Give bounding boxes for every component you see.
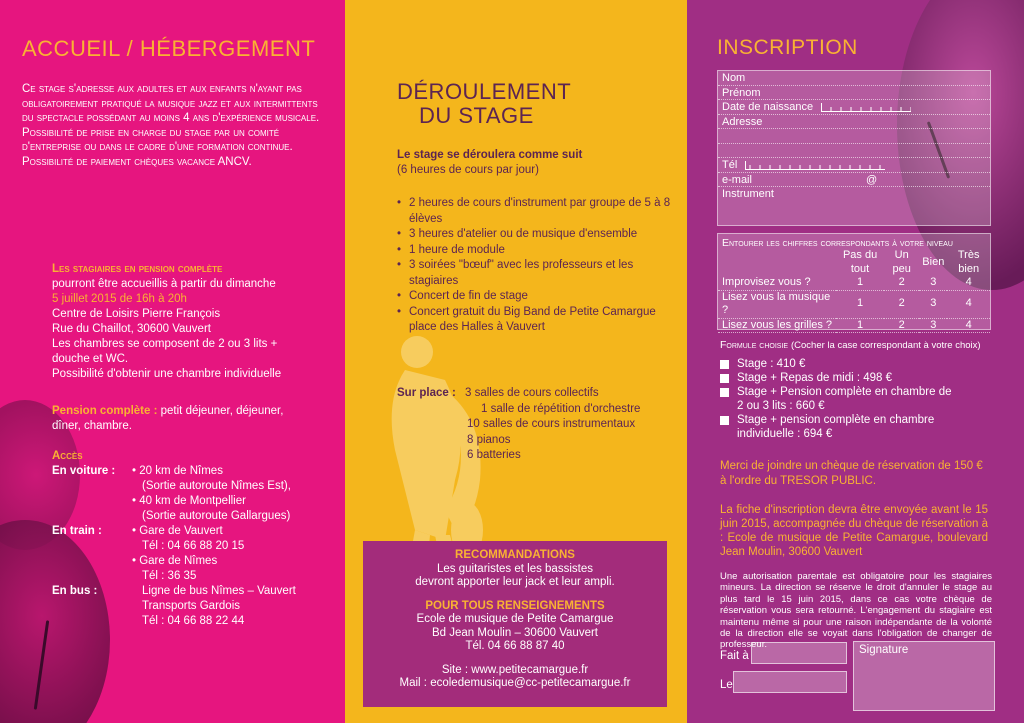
acces-row [52,524,332,539]
inscription-panel [687,0,1024,723]
list-item: • 2 heures de cours d'instrument par groupe de 5 à 8 élèves [397,196,675,227]
le-label: Le [720,679,733,691]
acces-mode [52,479,132,494]
table-row [718,276,990,290]
pension-complete-label: Pension complète : [52,405,158,417]
acces-row [52,464,332,479]
recommandation-line: devront apporter leur jack et leur ampli. [415,576,615,588]
intro-paragraph: Possibilité de paiement chèques vacance ANCV. [22,155,252,168]
option-row[interactable] [720,371,1000,385]
level-choice[interactable]: 2 [884,276,919,290]
acces-detail: • 40 km de Montpellier [132,495,246,507]
tel-field[interactable] [718,158,990,173]
field-label: Adresse [722,115,763,128]
adresse-field[interactable] [718,115,990,130]
acces-detail: (Sortie autoroute Nîmes Est), [142,480,291,492]
acces-mode: En bus : [52,585,98,597]
acces-row [52,479,332,494]
level-choice[interactable]: 1 [836,318,884,333]
acces-row [52,539,332,554]
inscription-form [717,70,991,226]
formule-note: (Cocher la case correspondant à votre choix) [790,340,981,351]
acces-detail: Tél : 36 35 [142,570,197,582]
level-choice[interactable]: 4 [947,318,990,333]
signature-label: Signature [859,644,909,656]
field-label: Nom [722,72,746,84]
pension-text: pourront être accueillis à partir du dimanche [52,278,276,290]
acces-detail: • Gare de Nîmes [132,555,218,567]
nom-field[interactable] [718,71,990,86]
level-choice[interactable]: 3 [919,276,947,290]
row-question: Lisez vous les grilles ? [718,318,836,333]
website-link[interactable]: Site : www.petitecamargue.fr [441,663,589,676]
acces-row [52,569,332,584]
option-label: Stage : 410 € [737,358,806,370]
field-label: Prénom [722,86,761,99]
table-row [718,290,990,318]
acces-mode [52,614,132,629]
pension-complete-text: petit déjeuner, déjeuner, dîner, chambre. [52,405,284,432]
checkbox[interactable] [720,416,729,425]
fait-a-field[interactable] [751,642,847,664]
niveau-table [717,233,991,330]
level-choice[interactable]: 3 [919,290,947,318]
phone-boxes [745,161,885,170]
level-choice[interactable]: 4 [947,290,990,318]
acces-mode: En voiture : [52,465,116,477]
option-row[interactable] [720,385,1000,413]
list-item: • 1 heure de module [397,243,675,259]
recommandations-box [363,541,667,707]
title-line-2: DU STAGE [419,103,534,128]
acces-detail: Tél : 04 66 88 22 44 [142,615,245,627]
list-item: 10 salles de cours instrumentaux [467,418,636,430]
prenom-field[interactable] [718,86,990,101]
inscription-title: INSCRIPTION [717,36,858,59]
field-label: e-mail [722,173,752,186]
option-row[interactable] [720,413,1000,441]
pension-section [52,262,312,382]
formule-title: Formule choisie [720,339,789,351]
accueil-title: ACCUEIL / HÉBERGEMENT [22,36,316,61]
at-sign: @ [866,173,878,186]
deroulement-panel [345,0,687,723]
list-item: • Concert de fin de stage [397,289,675,305]
acces-row [52,584,332,599]
sur-place-label: Sur place : [397,387,456,399]
acces-mode [52,554,132,569]
email-link[interactable]: Mail : ecoledemusique@cc-petitecamargue.fr [399,677,631,689]
acces-detail: Ligne de bus Nîmes – Vauvert [142,585,296,597]
pension-label: Les stagiaires en pension complète [52,263,223,275]
column-header: Un peu [892,249,911,275]
accueil-intro [22,82,332,169]
sur-place-section [397,386,667,464]
acces-title: Accès [52,450,83,462]
formule-heading [720,338,1000,353]
acces-row [52,554,332,569]
acces-row [52,614,332,629]
column-header: Bien [922,255,945,268]
accueil-panel [0,0,345,723]
option-label: Stage + Pension complète en chambre de 2 ou 3 lits : 660 € [737,386,952,412]
level-choice[interactable]: 3 [919,318,947,333]
acces-row [52,599,332,614]
recommandations-title: RECOMMANDATIONS [455,549,575,561]
fiche-note: La fiche d'inscription devra être envoyée avant le 15 juin 2015, accompagnée du chèque de réservation à : Ecole de musique de Petite Camargue, boulevard Jean Moulin, 30600 Vauvert [720,504,988,558]
option-label: Stage + Repas de midi : 498 € [737,372,893,384]
acces-detail: Tél : 04 66 88 20 15 [142,540,245,552]
pension-line: Centre de Loisirs Pierre François [52,308,221,320]
acces-row [52,509,332,524]
level-choice[interactable]: 2 [884,290,919,318]
list-item: 1 salle de répétition d'orchestre [481,402,641,415]
checkbox[interactable] [720,388,729,397]
pension-complete [52,404,312,434]
acces-mode [52,494,132,509]
table-row [718,318,990,333]
intro-paragraph: Possibilité de prise en charge du stage par un comité d'entreprise ou dans le cadre d'une formation continue. [22,126,293,153]
field-label: Date de naissance [722,101,814,113]
column-header: Très bien [957,249,980,275]
row-question: Lisez vous la musique ? [718,290,836,318]
acces-row [52,494,332,509]
deroulement-heading: Le stage se déroulera comme suit [397,149,583,161]
list-item: • Concert gratuit du Big Band de Petite Camargue place des Halles à Vauvert [397,305,675,336]
acces-mode [52,599,132,614]
niveau-heading: Entourer les chiffres correspondants à votre niveau [722,237,953,249]
acces-mode [52,569,132,584]
signature-field[interactable] [853,641,995,711]
list-item: 8 pianos [467,433,511,446]
level-choice[interactable]: 4 [947,276,990,290]
table-header [718,249,990,276]
contact-line: Bd Jean Moulin – 30600 Vauvert [431,626,598,639]
pension-line: Les chambres se composent de 2 ou 3 lits + douche et WC. [52,338,278,365]
adresse-line[interactable] [718,144,990,159]
instrument-field[interactable] [718,187,990,202]
acces-detail: • Gare de Vauvert [132,525,223,537]
field-label: Tél [722,159,738,171]
list-item: • 3 soirées "bœuf" avec les professeurs et les stagiaires [397,258,675,289]
intro-paragraph: Ce stage s'adresse aux adultes et aux enfants n'ayant pas obligatoirement pratiqué la musique jazz et aux intermittents du spectacle possédant au moins 4 ans d'expérience musicale. [22,83,320,124]
acces-section [52,449,332,629]
date-field[interactable] [733,671,847,693]
fait-a-label: Fait à [720,650,749,662]
field-label: Instrument [722,188,774,200]
acces-detail: (Sortie autoroute Gallargues) [142,510,291,522]
acces-detail: • 20 km de Nîmes [132,465,223,477]
column-header: Pas du tout [842,249,878,275]
deroulement-subheading: (6 heures de cours par jour) [397,163,539,176]
acces-mode [52,509,132,524]
contact-line: Ecole de musique de Petite Camargue [416,613,614,625]
checkbox[interactable] [720,360,729,369]
level-choice[interactable]: 2 [884,318,919,333]
level-choice[interactable]: 1 [836,276,884,290]
deroulement-intro [397,148,667,177]
acces-detail: Transports Gardois [142,600,240,612]
birthdate-field[interactable] [718,100,990,115]
pension-line: Possibilité d'obtenir une chambre individuelle [52,368,282,380]
acces-list [52,464,332,629]
deroulement-title [397,80,571,128]
autorisation-note: Une autorisation parentale est obligatoire pour les stagiaires mineurs. La direction se réserve le droit d'annuler le stage au plus tard le 15 juin 2015, dans ce cas votre chèque de réservation vous sera retourné. L'engagement du stagiaire est maintenu même si pour une raison indépendante de la volonté de la direction elle se voyait dans l'obligation de changer de professeur. [720,571,992,651]
adresse-line[interactable] [718,129,990,144]
list-item: 6 batteries [467,449,521,461]
programme-list [397,196,675,336]
list-item: 3 salles de cours collectifs [465,387,599,399]
checkbox[interactable] [720,374,729,383]
date-boxes [821,103,911,112]
pension-date: 5 juillet 2015 de 16h à 20h [52,293,187,305]
option-row[interactable] [720,357,1000,371]
recommandation-line: Les guitaristes et les bassistes [437,562,593,575]
acces-mode: En train : [52,525,102,537]
email-field[interactable] [718,173,990,188]
pension-line: Rue du Chaillot, 30600 Vauvert [52,323,211,335]
title-line-1: DÉROULEMENT [397,79,572,104]
renseignements-title: POUR TOUS RENSEIGNEMENTS [425,599,605,612]
merci-note: Merci de joindre un chèque de réservation de 150 € à l'ordre du TRESOR PUBLIC. [720,460,983,487]
formule-section [720,338,1000,441]
row-question: Improvisez vous ? [718,276,836,290]
option-label: Stage + pension complète en chambre individuelle : 694 € [737,414,935,440]
list-item: • 3 heures d'atelier ou de musique d'ensemble [397,227,675,243]
level-choice[interactable]: 1 [836,290,884,318]
acces-mode [52,539,132,554]
contact-line: Tél. 04 66 88 87 40 [465,640,565,652]
